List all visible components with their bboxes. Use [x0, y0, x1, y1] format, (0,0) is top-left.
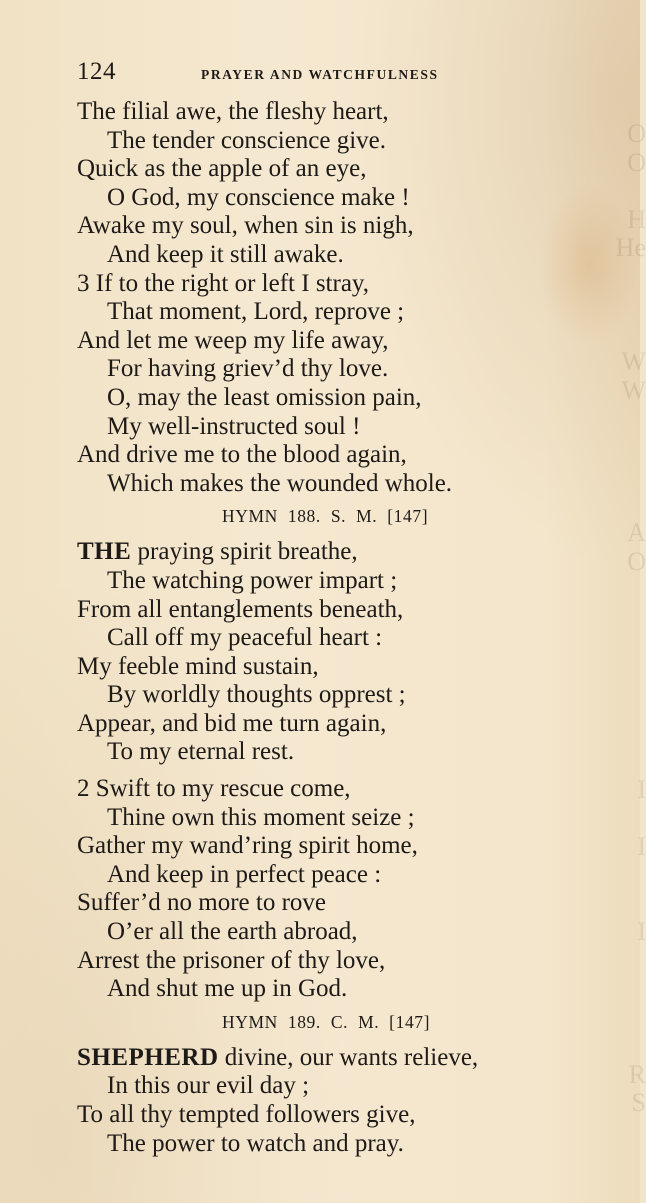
verse-line: And let me weep my life away,	[77, 326, 389, 354]
page-number: 124	[77, 58, 116, 85]
hymn-188-first-word: THE	[77, 538, 132, 566]
verse-line: My feeble mind sustain,	[77, 652, 319, 680]
verse-line: The power to watch and pray.	[107, 1129, 404, 1157]
verse-line: In this our evil day ;	[107, 1072, 310, 1100]
verse-line: Call off my peaceful heart :	[107, 624, 383, 652]
verse-line: Thine own this moment seize ;	[107, 803, 415, 831]
verse-line: From all entanglements beneath,	[77, 595, 404, 623]
verse-line: Awake my soul, when sin is nigh,	[77, 212, 414, 240]
verse-line: And keep in perfect peace :	[107, 860, 382, 888]
verse-line: That moment, Lord, reprove ;	[107, 298, 405, 326]
hymn-189-stanza-1	[77, 1044, 577, 1158]
stanza-gap	[77, 767, 577, 775]
hymn-189-heading: HYMN 189. C. M. [147]	[222, 1011, 431, 1032]
verse-line: The watching power impart ;	[107, 566, 398, 594]
verse-line: To my eternal rest.	[107, 738, 295, 766]
verse-line: O, may the least omission pain,	[107, 383, 422, 411]
verse-line: Quick as the apple of an eye,	[77, 155, 367, 183]
verse-line: The tender conscience give.	[107, 126, 387, 154]
verse-line: Suffer’d no more to rove	[77, 889, 327, 917]
verse-line: Appear, and bid me turn again,	[77, 709, 387, 737]
verse-line: And drive me to the blood again,	[77, 441, 407, 469]
verse-line: For having griev’d thy love.	[107, 355, 389, 383]
show-through-from-next-page: O O H He W W A O I I I R S	[615, 119, 646, 1117]
verse-line: And shut me up in God.	[107, 975, 348, 1003]
verse-line	[77, 1044, 577, 1073]
hymn-188-stanza-2	[77, 775, 577, 1004]
verse-line: Gather my wand’ring spirit home,	[77, 832, 418, 860]
verse-line: Which makes the wounded whole.	[107, 469, 453, 497]
verse-line: By worldly thoughts opprest ;	[107, 681, 406, 709]
hymn-189-first-line-rest: divine, our wants relieve,	[218, 1043, 479, 1071]
running-head: PRAYER AND WATCHFULNESS	[201, 67, 439, 82]
verse-line: My well-instructed soul !	[107, 412, 361, 440]
verse-line: To all thy tempted followers give,	[77, 1101, 416, 1128]
hymn-188-heading: HYMN 188. S. M. [147]	[222, 506, 429, 527]
verse-line: O God, my conscience make !	[107, 183, 410, 211]
hymn-188-first-line-rest: praying spirit breathe,	[131, 538, 358, 566]
verse-line: And keep it still awake.	[107, 240, 344, 268]
stanza-continued	[77, 98, 577, 270]
verse-line: 3 If to the right or left I stray,	[77, 269, 370, 297]
verse-line: Arrest the prisoner of thy love,	[77, 946, 386, 974]
verse-line: The filial awe, the fleshy heart,	[77, 98, 389, 125]
hymn-189-first-word: SHEPHERD	[77, 1043, 219, 1071]
hymn-188-stanza-1	[77, 538, 577, 767]
verse-line: O’er all the earth abroad,	[107, 918, 358, 946]
verse-line: 2 Swift to my rescue come,	[77, 775, 351, 803]
verse-line	[77, 538, 577, 567]
hymn-text	[77, 98, 577, 1158]
stanza-3	[77, 270, 577, 499]
page-header	[77, 58, 507, 90]
